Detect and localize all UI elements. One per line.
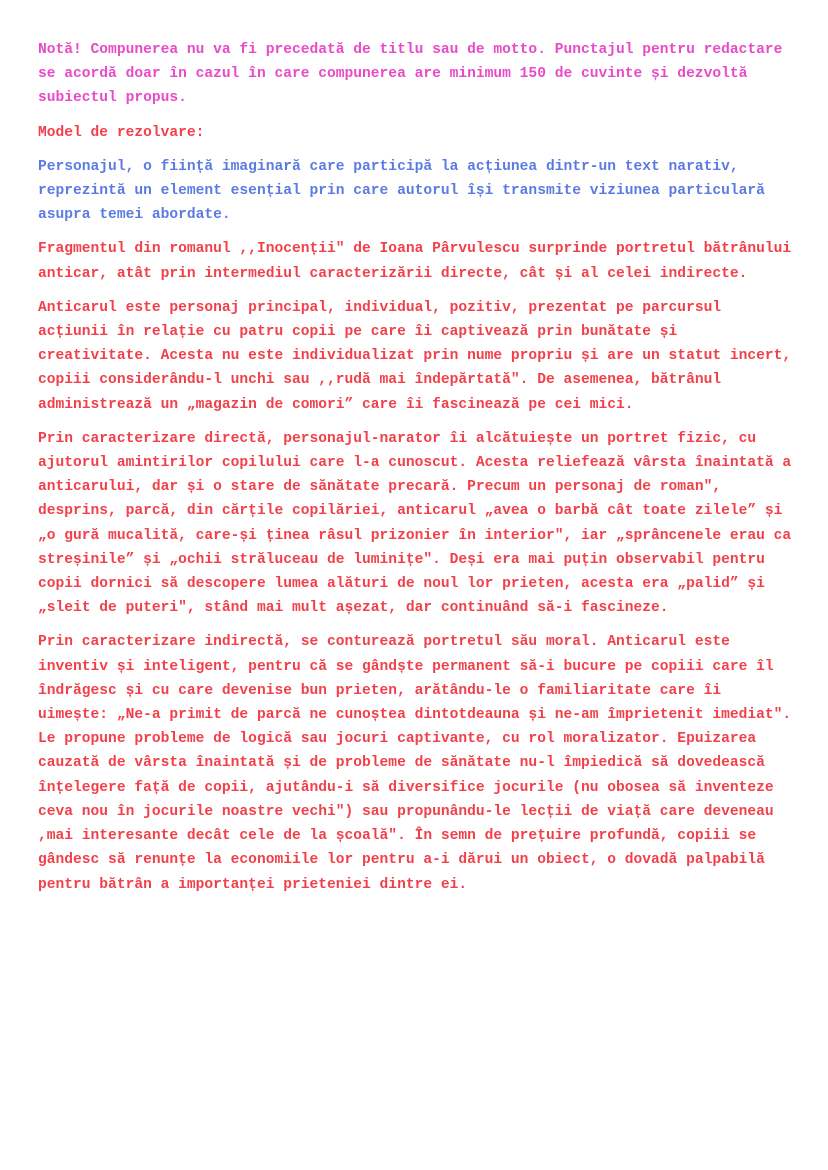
intro-paragraph: Personajul, o ființă imaginară care participă la acțiunea dintr-un text narativ, reprezintă un element esențial prin care autorul își transmite viziunea particulară asupra temei abordate.	[38, 158, 765, 224]
body-paragraph-4: Prin caracterizare indirectă, se conturează portretul său moral. Anticarul este inventiv și inteligent, pentru că se gândște permanent să-i bucure pe copiii care îl îndrăgesc și cu care devenise bun prieten, arătându-le o familiaritate care îi uimește: „Ne-a primit de parcă ne cunoștea dintotdeauna și ne-am împrietenit imediat". Le propune probleme de logică sau jocuri captivante, cu rol moralizator. Epuizarea cauzată de vârsta înaintată și de probleme de sănătate nu-l împiedică să dovedească înțelegere față de copii, ajutându-i să diversifice jocurile (nu obosea să inventeze ceva nou în jocurile noastre vechi") sau propunându-le lecții de viață care deveneau ,mai interesante decât cele de la școală". În semn de prețuire profundă, copiii se gândesc să renunțe la economiile lor pentru a-i dărui un obiect, o dovadă palpabilă pentru bătrân a importanței prieteniei dintre ei.	[38, 634, 792, 893]
document-page	[38, 38, 798, 907]
body-paragraph-1: Fragmentul din romanul ,,Inocenții" de Ioana Pârvulescu surprinde portretul bătrânului anticar, atât prin intermediul caracterizării directe, cât și al celei indirecte.	[38, 241, 792, 282]
model-heading: Model de rezolvare:	[38, 124, 205, 141]
body-paragraph-3: Prin caracterizare directă, personajul-narator îi alcătuiește un portret fizic, cu ajutorul amintirilor copilului care l-a cunoscut. Acesta reliefează vârsta înaintată a anticarului, dar și o stare de sănătate precară. Precum un personaj de roman", desprins, parcă, din cărțile copilăriei, anticarul „avea o barbă cât toate zilele” și „o gură mucalită, care-și ținea râsul prizonier în interior", iar „sprâncenele erau ca streșinile” și „ochii străluceau de luminițe". Deși era mai puțin observabil pentru copii dornici să descopere lumea alături de noul lor prieten, acesta era „palid” și „sleit de puteri", stând mai mult așezat, dar continuând să-i fascineze.	[38, 430, 792, 617]
body-paragraph-2: Anticarul este personaj principal, individual, pozitiv, prezentat pe parcursul acțiunii în relație cu patru copii pe care îi captivează prin bunătate și creativitate. Acesta nu este individualizat prin nume propriu și are un statut incert, copiii considerându-l unchi sau ,,rudă mai îndepărtată". De asemenea, bătrânul administrează un „magazin de comori” care îi fascinează pe cei mici.	[38, 299, 792, 413]
note-paragraph: Notă! Compunerea nu va fi precedată de titlu sau de motto. Punctajul pentru redactare se acordă doar în cazul în care compunerea are minimum 150 de cuvinte și dezvoltă subiectul propus.	[38, 42, 783, 107]
